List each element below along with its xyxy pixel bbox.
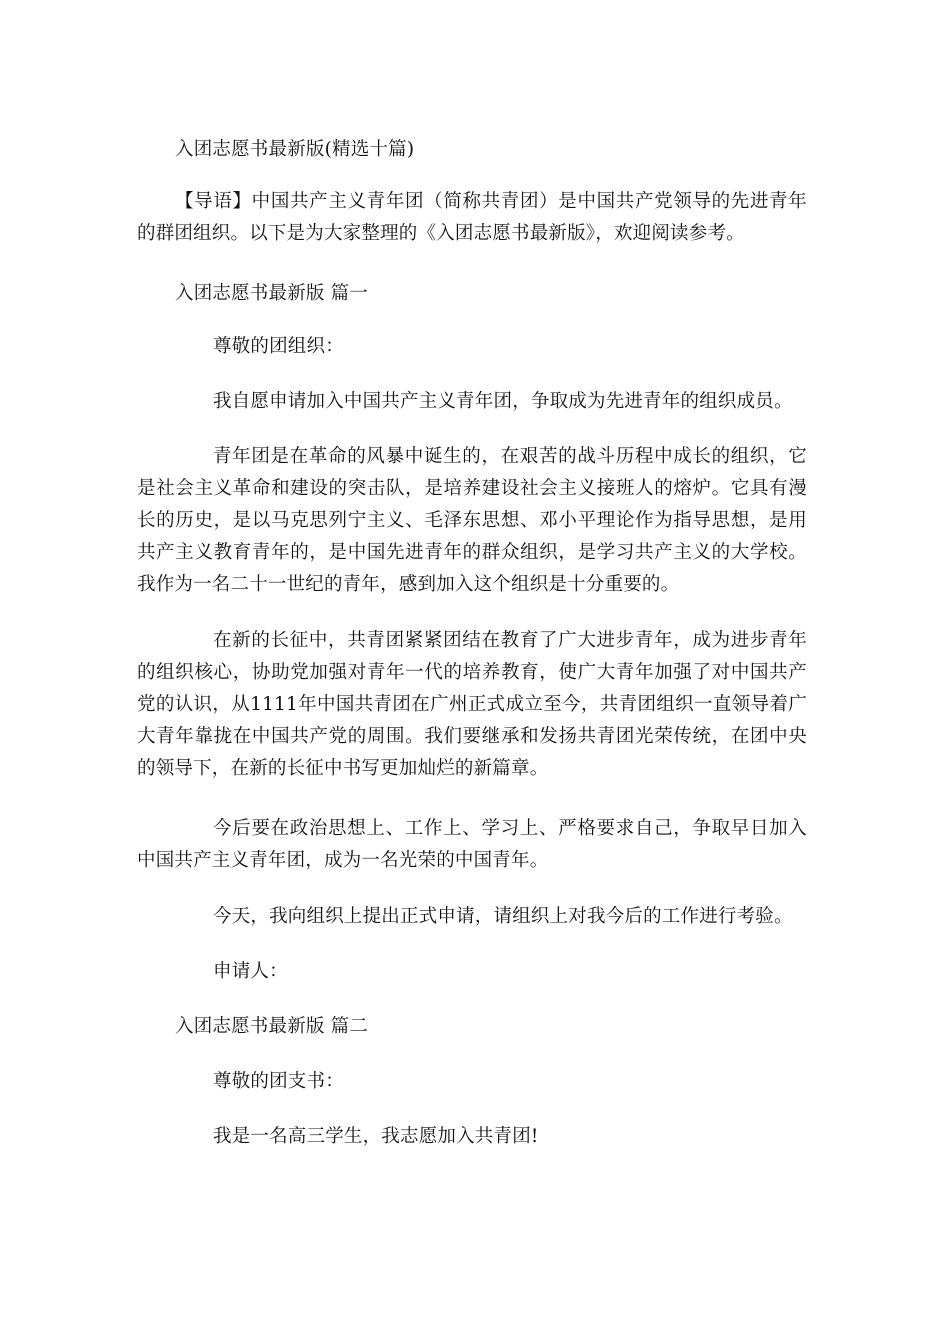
section2-paragraph-1: 我是一名高三学生，我志愿加入共青团! [213, 1126, 539, 1147]
salutation-2: 尊敬的团支书： [213, 1071, 344, 1092]
document-title: 入团志愿书最新版(精选十篇) [175, 139, 415, 160]
section1-paragraph-5: 今天，我向组织上提出正式申请，请组织上对我今后的工作进行考验。 [213, 906, 793, 927]
section1-paragraph-1: 我自愿申请加入中国共产主义青年团，争取成为先进青年的组织成员。 [213, 391, 793, 412]
section-heading-2: 入团志愿书最新版 篇二 [175, 1016, 369, 1037]
intro-paragraph: 【导语】中国共产主义青年团（简称共青团）是中国共产党领导的先进青年的群团组织。以下是为大家整理的《入团志愿书最新版》，欢迎阅读参考。 [137, 191, 807, 244]
section1-paragraph-4: 今后要在政治思想上、工作上、学习上、严格要求自己，争取早日加入中国共产主义青年团，成为一名光荣的中国青年。 [137, 818, 807, 871]
section1-paragraph-3: 在新的长征中，共青团紧紧团结在教育了广大进步青年，成为进步青年的组织核心，协助党加强对青年一代的培养教育，使广大青年加强了对中国共产党的认识，从1111年中国共青团在广州正式成立至今，共青团组织一直领导着广大青年靠拢在中国共产党的周围。我们要继承和发扬共青团光荣传统，在团中央的领导下，在新的长征中书写更加灿烂的新篇章。 [137, 630, 807, 779]
section1-paragraph-2: 青年团是在革命的风暴中诞生的，在艰苦的战斗历程中成长的组织，它是社会主义革命和建设的突击队，是培养建设社会主义接班人的熔炉。它具有漫长的历史，是以马克思列宁主义、毛泽东思想、邓小平理论作为指导思想，是用共产主义教育青年的，是中国先进青年的群众组织，是学习共产主义的大学校。我作为一名二十一世纪的青年，感到加入这个组织是十分重要的。 [137, 446, 807, 595]
salutation-1: 尊敬的团组织： [213, 336, 344, 357]
signature-line: 申请人： [213, 961, 288, 982]
section-heading-1: 入团志愿书最新版 篇一 [175, 283, 369, 304]
